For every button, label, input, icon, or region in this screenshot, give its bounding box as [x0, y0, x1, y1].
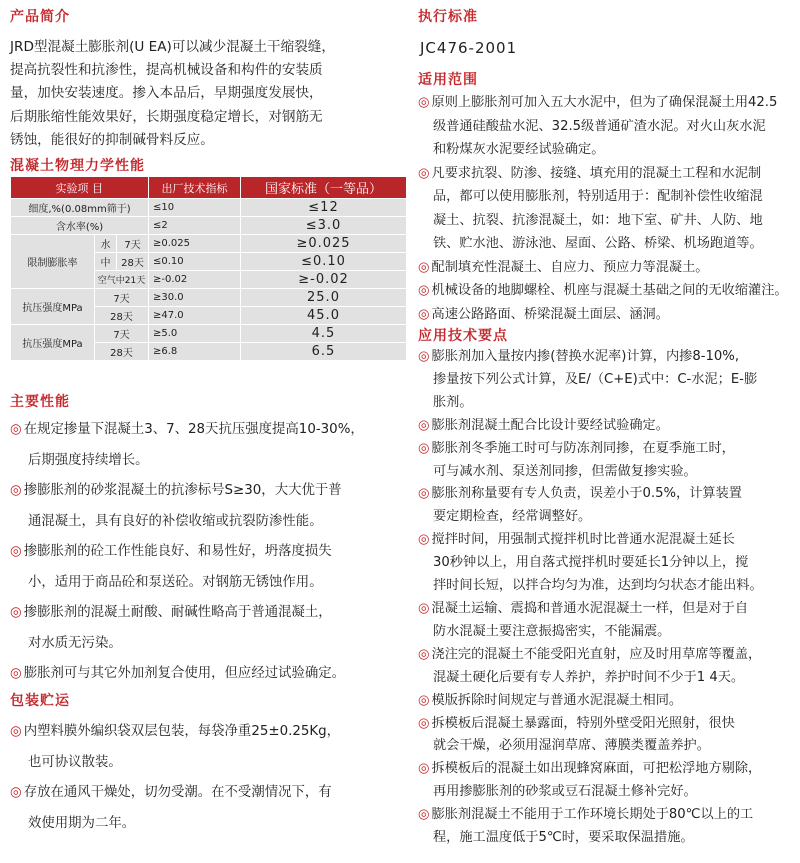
- col-header-national: 国家标准（一等品）: [241, 177, 407, 199]
- age-label: 28天: [117, 253, 149, 271]
- intro-line: JRD型混凝土膨胀剂(U EA)可以减少混凝土干缩裂缝，: [10, 39, 335, 55]
- list-item-text: 要定期检查，经常调整好。: [433, 509, 592, 525]
- bullet-icon: ◎: [418, 532, 430, 548]
- bullet-icon: ◎: [418, 692, 430, 708]
- row-label: 抗压强度MPa: [11, 325, 95, 361]
- list-item-line: [418, 575, 800, 598]
- list-item-line: [418, 232, 800, 256]
- list-item-line: [418, 621, 800, 644]
- bullet-icon: ◎: [418, 715, 430, 731]
- national-value: 45.0: [241, 307, 407, 325]
- list-item-line: [10, 476, 410, 507]
- bullet-icon: ◎: [10, 483, 22, 498]
- intro-paragraph: [10, 36, 406, 152]
- row-label: 细度,%(0.08mm筛于): [11, 199, 149, 217]
- list-item-line: [418, 209, 800, 233]
- factory-value: ≤2: [149, 217, 241, 235]
- packaging-heading: 包装贮运: [10, 693, 70, 709]
- list-item-line: [10, 629, 410, 660]
- list-item: [418, 483, 800, 529]
- list-item-line: [418, 690, 800, 713]
- water-label: 水: [95, 235, 117, 253]
- physics-table: [10, 177, 407, 361]
- list-item-text: 拆模板后的混凝土如出现蜂窝麻面，可把松浮地方剔除，: [431, 761, 762, 777]
- table-header-row: [11, 177, 407, 199]
- age-label: 7天: [95, 289, 149, 307]
- list-item: [418, 644, 800, 690]
- list-item-text: 内塑料膜外编织袋双层包装，每袋净重25±0.25Kg，: [23, 724, 341, 739]
- list-item-text: 防水混凝土要注意振捣密实，不能漏震。: [433, 623, 671, 639]
- list-item-text: 配制填充性混凝土、自应力、预应力等混凝土。: [431, 259, 709, 275]
- list-item-text: 铁、贮水池、游泳池、屋面、公路、桥梁、机场跑道等。: [433, 236, 763, 251]
- national-value: ≥0.025: [241, 235, 407, 253]
- bullet-icon: ◎: [10, 666, 22, 681]
- factory-value: ≥-0.02: [149, 271, 241, 289]
- list-item-text: 程，施工温度低于5℃时，要采取保温措施。: [433, 830, 694, 846]
- list-item-text: 存放在通风干燥处，切勿受潮。在不受潮情况下，有: [23, 785, 332, 800]
- age-label: 28天: [95, 307, 149, 325]
- list-item: [418, 415, 800, 438]
- list-item-line: [418, 438, 800, 461]
- tech-heading: 应用技术要点: [418, 328, 508, 344]
- intro-line: 锈蚀，能很好的抑制碱骨料反应。: [10, 131, 214, 148]
- list-item: [418, 598, 800, 644]
- scope-heading: 适用范围: [418, 72, 478, 88]
- list-item-line: [418, 392, 800, 415]
- age-label: 空气中21天: [95, 271, 149, 289]
- list-item: [418, 162, 800, 256]
- bullet-icon: ◎: [10, 422, 22, 437]
- list-item-text: 掺量按下列公式计算，及E/（C+E)式中：C-水泥；E-膨: [433, 371, 758, 387]
- list-item-text: 也可协议散装。: [28, 754, 122, 770]
- tech-list: [418, 346, 800, 850]
- national-value: ≤0.10: [241, 253, 407, 271]
- national-value: 4.5: [241, 325, 407, 343]
- list-item: [10, 598, 410, 659]
- list-item-text: 掺膨胀剂的混凝土耐酸、耐碱性略高于普通混凝土，: [23, 605, 332, 620]
- age-label: 28天: [95, 343, 149, 361]
- list-item-line: [418, 346, 800, 369]
- bullet-icon: ◎: [418, 486, 430, 502]
- list-item-text: 拌时间长短，以拌合均匀为准，达到均匀状态才能出料。: [433, 578, 763, 594]
- list-item-line: [418, 804, 800, 827]
- list-item-text: 效使用期为二年。: [28, 815, 136, 831]
- national-value: 25.0: [241, 289, 407, 307]
- list-item: [418, 256, 800, 280]
- factory-value: ≥47.0: [149, 307, 241, 325]
- table-row: [11, 235, 407, 253]
- intro-line: 后期胀缩性能效果好，长期强度稳定增长，对钢筋无: [10, 108, 323, 125]
- performance-heading: 主要性能: [10, 394, 70, 410]
- bullet-icon: ◎: [418, 600, 430, 616]
- list-item-line: [418, 529, 800, 552]
- bullet-icon: ◎: [418, 417, 430, 433]
- list-item: [10, 537, 410, 598]
- col-header-factory: 出厂技术指标: [149, 177, 241, 199]
- factory-value: ≥5.0: [149, 325, 241, 343]
- list-item-text: 掺膨胀剂的砂浆混凝土的抗渗标号S≥30，大大优于普: [23, 483, 342, 498]
- list-item-line: [10, 748, 410, 779]
- bullet-icon: ◎: [418, 440, 430, 456]
- factory-value: ≤0.10: [149, 253, 241, 271]
- bullet-icon: ◎: [418, 95, 430, 110]
- list-item-line: [418, 115, 800, 139]
- bullet-icon: ◎: [10, 785, 22, 800]
- list-item: [418, 713, 800, 759]
- bullet-icon: ◎: [418, 761, 430, 777]
- age-label: 7天: [95, 325, 149, 343]
- col-header-item: 实验项 目: [11, 177, 149, 199]
- list-item: [10, 476, 410, 537]
- list-item-text: 在规定掺量下混凝土3、7、28天抗压强度提高10-30%，: [23, 422, 364, 437]
- list-item-text: 和粉煤灰水泥要经试验确定。: [433, 142, 605, 157]
- mid-label: 中: [95, 253, 117, 271]
- list-item-line: [418, 506, 800, 529]
- list-item-text: 膨胀剂称量要有专人负责，误差小于0.5%，计算装置: [431, 486, 742, 502]
- list-item-text: 模版拆除时间规定与普通水泥混凝土相同。: [431, 692, 683, 708]
- national-value: ≥-0.02: [241, 271, 407, 289]
- bullet-icon: ◎: [10, 605, 22, 620]
- intro-line: 量，加快安装速度。掺入本品后，早期强度发展快，: [10, 85, 323, 102]
- list-item-line: [418, 138, 800, 162]
- list-item-text: 凝土、抗裂、抗渗混凝土，如：地下室、矿井、人防、地: [433, 212, 763, 228]
- packaging-list: [10, 717, 410, 839]
- list-item: [418, 438, 800, 484]
- list-item-text: 膨胀剂混凝土配合比设计要经试验确定。: [431, 417, 669, 433]
- list-item-line: [418, 162, 800, 186]
- list-item-line: [418, 781, 800, 804]
- list-item-text: 高速公路路面、桥梁混凝土面层、涵洞。: [431, 306, 669, 322]
- list-item: [10, 415, 410, 476]
- row-label: 抗压强度MPa: [11, 289, 95, 325]
- list-item-line: [418, 552, 800, 575]
- list-item: [10, 778, 410, 839]
- list-item-text: 30秒钟以上，用自落式搅拌机时要延长1分钟以上，搅: [433, 555, 749, 571]
- list-item-line: [10, 717, 410, 748]
- physics-heading: 混凝土物理力学性能: [10, 158, 145, 174]
- list-item-text: 机械设备的地脚螺栓、机座与混凝土基础之间的无收缩灌注。: [431, 283, 788, 298]
- list-item-text: 浇注完的混凝土不能受阳光直射，应及时用草席等覆盖，: [431, 646, 762, 662]
- list-item-line: [10, 659, 410, 690]
- table-row: [11, 325, 407, 343]
- list-item: [418, 346, 800, 415]
- table-row: [11, 217, 407, 235]
- list-item-line: [10, 598, 410, 629]
- list-item-text: 凡要求抗裂、防渗、接缝、填充用的混凝土工程和水泥制: [431, 165, 762, 181]
- list-item-line: [418, 256, 800, 280]
- list-item-line: [418, 369, 800, 392]
- list-item-line: [418, 483, 800, 506]
- list-item-text: 掺膨胀剂的砼工作性能良好、和易性好，坍落度损失: [23, 544, 332, 559]
- list-item-text: 混凝土硬化后要有专人养护，养护时间不少于1 4天。: [433, 669, 745, 685]
- list-item-text: 原则上膨胀剂可加入五大水泥中，但为了确保混凝土用42.5: [431, 95, 778, 110]
- factory-value: ≥30.0: [149, 289, 241, 307]
- bullet-icon: ◎: [10, 544, 22, 559]
- list-item-text: 品，都可以使用膨胀剂，特别适用于：配制补偿性收缩混: [433, 189, 763, 204]
- list-item: [10, 717, 410, 778]
- intro-heading: 产品简介: [10, 9, 70, 25]
- intro-line: 提高抗裂性和抗渗性，提高机械设备和构件的安装质: [10, 62, 323, 79]
- list-item-line: [418, 185, 800, 209]
- list-item-text: 就会干燥，必须用湿润草席、薄膜类覆盖养护。: [433, 738, 710, 754]
- list-item-line: [10, 415, 410, 446]
- list-item-line: [418, 758, 800, 781]
- bullet-icon: ◎: [10, 724, 22, 739]
- bullet-icon: ◎: [418, 283, 430, 298]
- list-item-text: 混凝土运输、震捣和普通水泥混凝土一样，但是对于自: [431, 600, 749, 616]
- list-item-line: [418, 91, 800, 115]
- list-item-line: [10, 537, 410, 568]
- standard-heading: 执行标准: [418, 9, 478, 25]
- national-value: 6.5: [241, 343, 407, 361]
- list-item: [418, 690, 800, 713]
- list-item-text: 可与减水剂、泵送剂同掺，但需做复掺实验。: [433, 463, 697, 479]
- list-item-line: [418, 827, 800, 850]
- list-item-text: 膨胀剂冬季施工时可与防冻剂同掺，在夏季施工时，: [431, 440, 735, 456]
- list-item-line: [10, 778, 410, 809]
- standard-value: JC476-2001: [420, 39, 518, 57]
- list-item-line: [10, 446, 410, 477]
- list-item: [418, 804, 800, 850]
- bullet-icon: ◎: [418, 807, 430, 823]
- list-item-line: [418, 279, 800, 303]
- factory-value: ≤10: [149, 199, 241, 217]
- row-label: 限制膨胀率: [11, 235, 95, 289]
- list-item-text: 通混凝土，具有良好的补偿收缩或抗裂防渗性能。: [28, 513, 323, 529]
- performance-list: [10, 415, 410, 690]
- factory-value: ≥6.8: [149, 343, 241, 361]
- list-item-line: [418, 461, 800, 484]
- list-item: [418, 758, 800, 804]
- list-item: [10, 659, 410, 690]
- list-item: [418, 279, 800, 303]
- list-item-text: 级普通硅酸盐水泥、32.5级普通矿渣水泥。对火山灰水泥: [433, 118, 766, 134]
- scope-list: [418, 91, 800, 326]
- bullet-icon: ◎: [418, 259, 430, 275]
- list-item-line: [418, 415, 800, 438]
- national-value: ≤3.0: [241, 217, 407, 235]
- list-item-line: [418, 713, 800, 736]
- list-item: [418, 91, 800, 162]
- bullet-icon: ◎: [418, 349, 430, 364]
- list-item-line: [10, 809, 410, 840]
- list-item-line: [418, 735, 800, 758]
- list-item-line: [418, 598, 800, 621]
- list-item-text: 小，适用于商品砼和泵送砼。对钢筋无锈蚀作用。: [28, 574, 323, 590]
- row-label: 含水率(%): [11, 217, 149, 235]
- table-row: [11, 199, 407, 217]
- list-item: [418, 303, 800, 327]
- list-item-text: 膨胀剂混凝土不能用于工作环境长期处于80℃以上的工: [431, 807, 754, 823]
- list-item-text: 拆模板后混凝土暴露面，特别外壁受阳光照射，很快: [431, 715, 735, 731]
- table-row: [11, 289, 407, 307]
- list-item-text: 胀剂。: [433, 394, 473, 410]
- list-item-line: [10, 507, 410, 538]
- list-item-line: [418, 644, 800, 667]
- bullet-icon: ◎: [418, 165, 430, 181]
- list-item-text: 后期强度持续增长。: [28, 452, 149, 468]
- national-value: ≤12: [241, 199, 407, 217]
- list-item-line: [10, 568, 410, 599]
- list-item-line: [418, 303, 800, 327]
- bullet-icon: ◎: [418, 306, 430, 322]
- list-item-text: 搅拌时间，用强制式搅拌机时比普通水泥混凝土延长: [431, 532, 735, 548]
- list-item-text: 膨胀剂可与其它外加剂复合使用，但应经过试验确定。: [23, 666, 346, 681]
- factory-value: ≥0.025: [149, 235, 241, 253]
- age-label: 7天: [117, 235, 149, 253]
- bullet-icon: ◎: [418, 646, 430, 662]
- list-item-text: 对水质无污染。: [28, 635, 122, 651]
- list-item-text: 膨胀剂加入量按内掺(替换水泥率)计算，内掺8-10%,: [431, 349, 740, 364]
- list-item: [418, 529, 800, 598]
- list-item-text: 再用掺膨胀剂的砂浆或豆石混凝土修补完好。: [433, 784, 697, 800]
- list-item-line: [418, 667, 800, 690]
